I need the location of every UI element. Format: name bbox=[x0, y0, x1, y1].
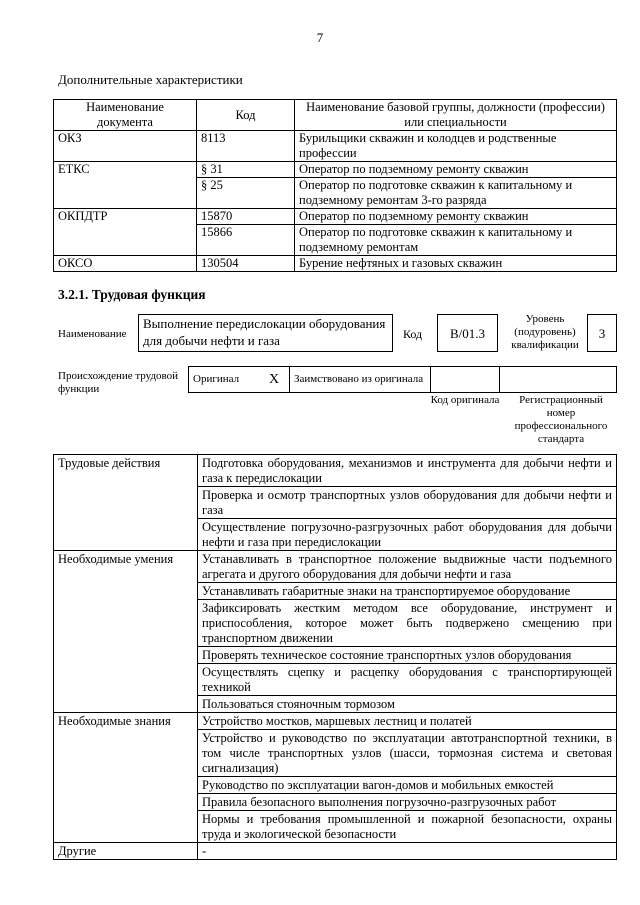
other-value: - bbox=[198, 843, 617, 860]
code-cell: 15870 bbox=[197, 209, 295, 225]
origin-label: Происхождение трудовой функции bbox=[58, 370, 179, 395]
name-label: Наименование bbox=[58, 328, 127, 340]
reg-number-caption: Регистрационный номер профессионального стандарта bbox=[514, 394, 608, 445]
list-item: Нормы и требования промышленной и пожарной безопасности, охраны труда и экологической безопасности bbox=[198, 811, 617, 843]
list-item: Пользоваться стояночным тормозом bbox=[198, 696, 617, 713]
code-cell: 15866 bbox=[197, 225, 295, 256]
original-mark: X bbox=[259, 367, 290, 393]
borrowed-label: Заимствовано из оригинала bbox=[290, 367, 431, 393]
function-title: 3.2.1. Трудовая функция bbox=[58, 287, 206, 302]
doc-cell bbox=[54, 225, 197, 256]
reg-number-cell bbox=[500, 367, 617, 393]
origin-table bbox=[188, 366, 617, 393]
table-row bbox=[54, 713, 617, 730]
list-item: Устанавливать габаритные знаки на транспортируемое оборудование bbox=[198, 583, 617, 600]
name-cell: Оператор по подземному ремонту скважин bbox=[295, 209, 617, 225]
level-label: Уровень (подуровень) квалификации bbox=[511, 313, 579, 351]
table-row bbox=[54, 162, 617, 178]
name-cell: Оператор по подготовке скважин к капитальному и подземному ремонтам bbox=[295, 225, 617, 256]
list-item: Устройство мостков, маршевых лестниц и полатей bbox=[198, 713, 617, 730]
doc-cell bbox=[54, 178, 197, 209]
list-item: Осуществлять сцепку и расцепку оборудования с транспортирующей техникой bbox=[198, 664, 617, 696]
characteristics-table bbox=[53, 99, 617, 272]
table-row bbox=[54, 256, 617, 272]
table-row bbox=[54, 843, 617, 860]
code-cell: 130504 bbox=[197, 256, 295, 272]
table-row bbox=[54, 225, 617, 256]
name-cell: Бурение нефтяных и газовых скважин bbox=[295, 256, 617, 272]
function-name-field: Выполнение передислокации оборудования для добычи нефти и газа bbox=[138, 314, 393, 352]
name-cell: Оператор по подземному ремонту скважин bbox=[295, 162, 617, 178]
doc-cell: ЕТКС bbox=[54, 162, 197, 178]
doc-cell: ОКСО bbox=[54, 256, 197, 272]
list-item: Осуществление погрузочно-разгрузочных работ оборудования для добычи нефти и газа при передислокации bbox=[198, 519, 617, 551]
other-label: Другие bbox=[54, 843, 198, 860]
list-item: Зафиксировать жестким методом все оборудование, инструмент и приспособления, которое может быть подвержено смещению при транспортном движении bbox=[198, 600, 617, 647]
table-row bbox=[54, 551, 617, 583]
list-item: Подготовка оборудования, механизмов и инструмента для добычи нефти и газа к передислокации bbox=[198, 455, 617, 487]
header-document: Наименование документа bbox=[54, 100, 197, 131]
header-group-name: Наименование базовой группы, должности (профессии) или специальности bbox=[295, 100, 617, 131]
table-row bbox=[54, 131, 617, 162]
list-item: Правила безопасного выполнения погрузочно-разгрузочных работ bbox=[198, 794, 617, 811]
code-original-caption: Код оригинала bbox=[430, 394, 500, 406]
page-number: 7 bbox=[316, 30, 324, 45]
code-label: Код bbox=[403, 327, 423, 341]
list-item: Проверять техническое состояние транспортных узлов оборудования bbox=[198, 647, 617, 664]
code-cell: § 31 bbox=[197, 162, 295, 178]
name-cell: Бурильщики скважин и колодцев и родственные профессии bbox=[295, 131, 617, 162]
table-row bbox=[54, 209, 617, 225]
skills-label: Необходимые умения bbox=[54, 551, 198, 713]
header-code: Код bbox=[197, 100, 295, 131]
function-code-field: B/01.3 bbox=[437, 314, 498, 352]
knowledge-label: Необходимые знания bbox=[54, 713, 198, 843]
doc-cell: ОКПДТР bbox=[54, 209, 197, 225]
code-original-cell bbox=[431, 367, 500, 393]
table-row bbox=[54, 178, 617, 209]
table-header-row bbox=[54, 100, 617, 131]
qualification-level-field: 3 bbox=[587, 314, 617, 352]
table-row bbox=[54, 455, 617, 487]
original-label: Оригинал bbox=[189, 367, 260, 393]
name-cell: Оператор по подготовке скважин к капитальному и подземному ремонтам 3-го разряда bbox=[295, 178, 617, 209]
list-item: Устанавливать в транспортное положение выдвижные части подъемного агрегата и другого оборудования для добычи нефти и газа bbox=[198, 551, 617, 583]
labor-actions-label: Трудовые действия bbox=[54, 455, 198, 551]
code-cell: 8113 bbox=[197, 131, 295, 162]
list-item: Руководство по эксплуатации вагон-домов и мобильных емкостей bbox=[198, 777, 617, 794]
section-title: Дополнительные характеристики bbox=[58, 72, 243, 87]
doc-cell: ОКЗ bbox=[54, 131, 197, 162]
function-details-table bbox=[53, 454, 617, 860]
code-cell: § 25 bbox=[197, 178, 295, 209]
list-item: Устройство и руководство по эксплуатации автотранспортной техники, в том числе транспортных узлов (шасси, тормозная система и световая сигнализация) bbox=[198, 730, 617, 777]
list-item: Проверка и осмотр транспортных узлов оборудования для добычи нефти и газа bbox=[198, 487, 617, 519]
